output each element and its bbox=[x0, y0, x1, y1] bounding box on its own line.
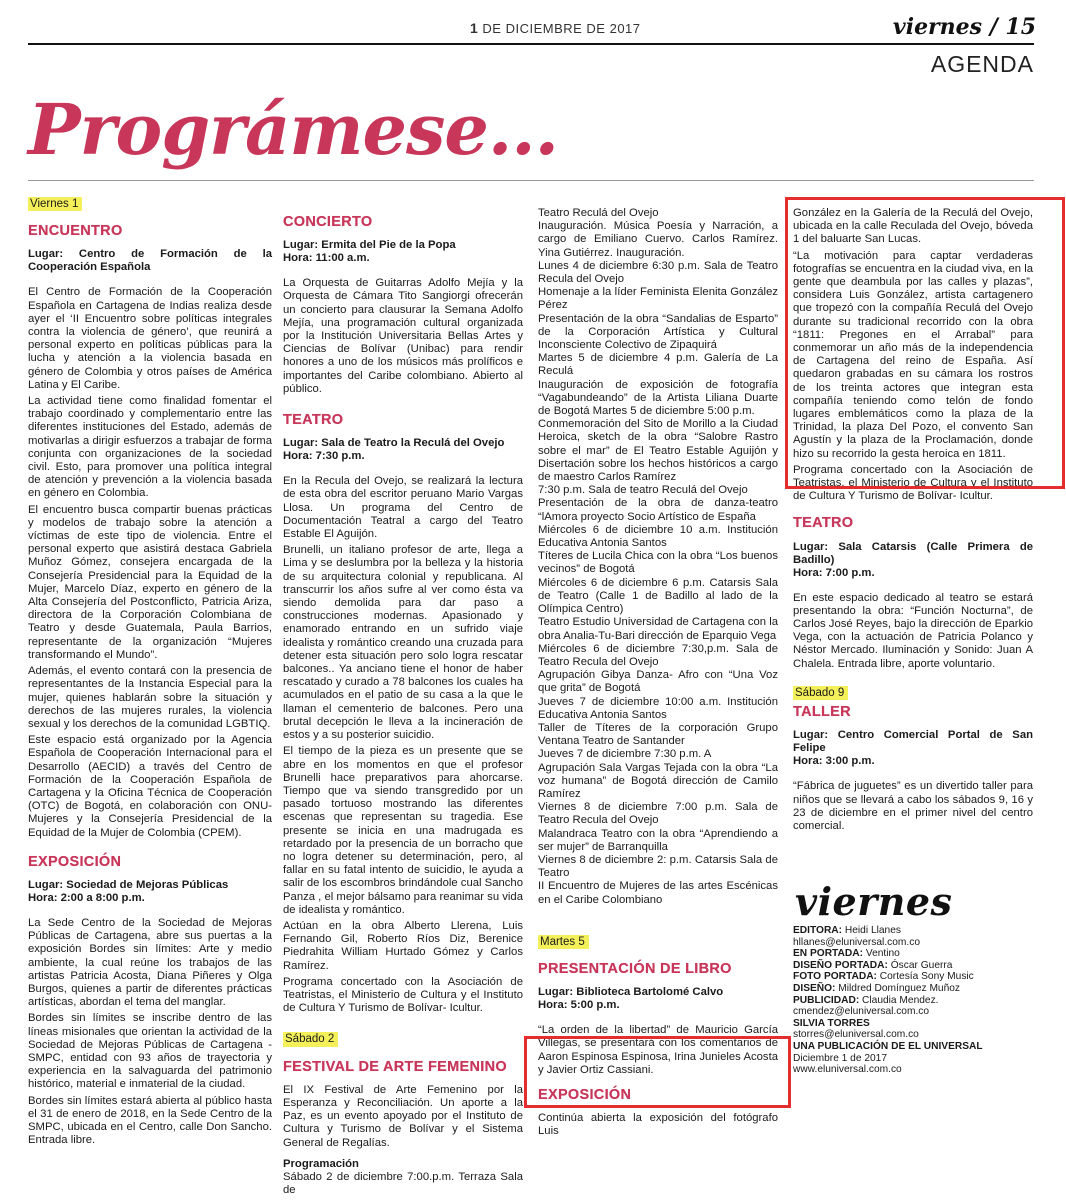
schedule-line: Malandraca Teatro con la obra “Aprendiendo a ser mujer” de Barranquilla bbox=[538, 827, 778, 853]
event-info: Lugar: Centro Comercial Portal de San Felipe Hora: 3:00 p.m. bbox=[793, 729, 1033, 768]
schedule-line: Conmemoración del Sito de Morillo a la Ciudad Heroica, sketch de la obra “Salobre Rastro sobre el mar” de El Teatro Estable Aguijón y Disertación sobre los hechos históricos a cargo de maestro Carlos Ramírez bbox=[538, 418, 778, 484]
column-3 bbox=[538, 207, 778, 1142]
paragraph: El encuentro busca compartir buenas prácticas y modelos de trabajo sobre la atención a víctimas de este tipo de violencia. Entre el personal experto que asistirá destaca Gabriela Muñoz Gómez, consejera encargada de la Consejería Presidencial para la Equidad de la Mujer, Marcelo Díaz, experto en género de la Alta Consejería del Postconflicto, Patricia Ariza, directora de la Corporación Colombiana de Teatro y desde Guatemala, Paula Barrios, representante de la organización “Mujeres transformando el Mundo”. bbox=[28, 503, 272, 661]
paragraph: El tiempo de la pieza es un presente que se abre en los momentos en que el profesor Brunelli hace preparativos para ahorcarse. Tiempo que va siendo transgredido por un pasado tortuoso mostrando las diferentes escenas que representan su tragedia. Ese presente se inicia en una madrugada es retardado por la presencia de un borracho que no logra detener su determinación, pero, al fallar en su fatal intento de suicidio, le ayuda a salir de los escombros brindándole cual Sancho Panza , el mejor bálsamo para reanimar su vida de idealista y romántico. bbox=[283, 745, 523, 916]
schedule-line: 7:30 p.m. Sala de teatro Reculá del Ovejo bbox=[538, 484, 748, 497]
day-label-sabado-2: Sábado 2 bbox=[283, 1032, 338, 1046]
paragraph: Bordes sin límites se inscribe dentro de las líneas misionales que orientan la actividad de la Sociedad de Mejoras Públicas de Cartagena -SMPC, entidad con 93 años de trayectoria y experiencia en la salvaguarda del patrimonio histórico, material e inmaterial de la ciudad. bbox=[28, 1012, 272, 1091]
schedule-line: Presentación de la obra “Sandalias de Esparto” de la Corporación Artística y Cultural Inconsciente Colectivo de Zipaquirá bbox=[538, 312, 778, 352]
schedule-line: Miércoles 6 de diciembre 6 p.m. Catarsis Sala de Teatro (Calle 1 de Badillo al lado de la Olímpica Centro) bbox=[538, 576, 778, 616]
schedule-line: Martes 5 de diciembre 4 p.m. Galería de La Reculá bbox=[538, 352, 778, 378]
paragraph: Programa concertado con la Asociación de Teatristas, el Ministerio de Cultura y el Instituto de Cultura Y Turismo de Bolívar- Icultur. bbox=[283, 975, 523, 1015]
day-label-viernes-1: Viernes 1 bbox=[28, 197, 82, 211]
schedule-line: Títeres de Lucila Chica con la obra “Los buenos vecinos” de Bogotá bbox=[538, 550, 778, 576]
event-info: Lugar: Sala de Teatro la Reculá del Ovejo Hora: 7:30 p.m. bbox=[283, 437, 505, 463]
credits-box bbox=[793, 879, 1033, 1076]
day-label-martes-5: Martes 5 bbox=[538, 935, 589, 949]
paragraph: “La motivación para captar verdaderas fotografías se encuentra en la ciudad viva, en la gente que deambula por las calles y plazas”, considera Luis González, artista cartagenero que tropezó con la compañía Reculá del Ovejo durante su tradicional recorrido con la obra “1811: Pregones en el Arrabal” para conmemorar un año más de la independencia de Cartagena del reino de España. Así quedaron grabadas en su cámara los rostros de los treinta actores que integran esta compañía teniendo como telón de fondo lugares emblemáticos como la plaza de la Trinidad, la plaza Del Pozo, el convento San Agustín y la plaza de la Proclamación, donde hizo su recorrido la gesta heroica en 1811. bbox=[793, 249, 1033, 460]
event-info: Lugar: Ermita del Pie de la Popa Hora: 11:00 a.m. bbox=[283, 239, 456, 265]
schedule-line: Miércoles 6 de diciembre 7:30,p.m. Sala de Teatro Recula del Ovejo bbox=[538, 642, 778, 668]
schedule-line: Viernes 8 de diciembre 2: p.m. Catarsis Sala de Teatro bbox=[538, 853, 778, 880]
paragraph: Bordes sin límites estará abierta al público hasta el 31 de enero de 2018, en la Sede Centro de la SMPC, ubicada en el Centro, calle Don Sancho. Entrada libre. bbox=[28, 1094, 272, 1147]
heading-exposicion: EXPOSICIÓN bbox=[28, 853, 122, 870]
section-name: AGENDA bbox=[930, 51, 1034, 77]
section-brand: viernes / 15 bbox=[892, 14, 1036, 40]
schedule-line: Miércoles 6 de diciembre 10 a.m. Institución Educativa Antonia Santos bbox=[538, 523, 778, 550]
column-2 bbox=[283, 210, 523, 1200]
schedule-line: Jueves 7 de diciembre 10:00 a.m. Institución Educativa Antonia Santos bbox=[538, 695, 778, 721]
schedule-line: Agrupación Sala Vargas Tejada con la obra “La voz humana” de Bogotá dirección de Camilo Ramírez bbox=[538, 761, 778, 800]
schedule-line: Taller de Títeres de la corporación Grupo Ventana Teatro de Santander bbox=[538, 721, 778, 748]
schedule-line: Inauguración. Música Poesía y Narración, a cargo de Emiliano Cuervo. Carlos Ramírez. Yina Gutiérrez. Inauguración. bbox=[538, 220, 778, 259]
column-1 bbox=[28, 195, 272, 1150]
schedule-line: Teatro Estudio Universidad de Cartagena con la obra Analia-Tu-Bari dirección de Eparquio Vega bbox=[538, 616, 778, 642]
schedule-line: II Encuentro de Mujeres de las artes Escénicas en el Caribe Colombiano bbox=[538, 880, 778, 906]
paragraph: En la Recula del Ovejo, se realizará la lectura de esta obra del escritor peruano Mario Vargas Llosa. Un programa del Centro de Documentación Teatral a cargo del Teatro Estable El Aguijón. bbox=[283, 475, 523, 541]
highlight-box-exposicion-text bbox=[785, 197, 1065, 489]
day-label-sabado-9: Sábado 9 bbox=[793, 686, 848, 700]
heading-taller: TALLER bbox=[793, 704, 851, 721]
schedule-line: Presentación de la obra de danza-teatro “lAmora proyecto Socio Artístico de España bbox=[538, 497, 778, 523]
event-info: Lugar: Sala Catarsis (Calle Primera de Badillo) Hora: 7:00 p.m. bbox=[793, 540, 1033, 579]
paragraph: “La orden de la libertad” de Mauricio García Villegas, se presentará con los comentarios de Aaron Espinosa Espinosa, Irina Junieles Acosta y Javier Ortiz Cassiani. bbox=[538, 1024, 778, 1076]
event-info: Lugar: Biblioteca Bartolomé Calvo Hora: 5:00 p.m. bbox=[538, 986, 724, 1012]
heading-presentacion-libro: PRESENTACIÓN DE LIBRO bbox=[538, 960, 732, 977]
highlight-box-exposicion-head bbox=[524, 1036, 791, 1108]
paragraph: Brunelli, un italiano profesor de arte, llega a Lima y se deslumbra por la belleza y la historia de su arquitectura colonial y republicana. Al transcurrir los años sufre al ver como ésta va siendo demolida para dar paso a construcciones modernas. Apasionado y enamorado entrando en un sufrido viaje idealista y romántico creando una cruzada para detener esta situación pero solo logra rescatar balcones.. Ya anciano tiene el honor de haber rescatado y curado a 78 balcones los cuales ha acumulados en el patio de su casa a la que le llaman el cementerio de balcones. Pero una brutal decepción le lleva a la incineración de estos y a su posterior suicidio. bbox=[283, 544, 523, 742]
paragraph: Programa concertado con la Asociación de Teatristas, el Ministerio de Cultura y el Instituto de Cultura Y Turismo de Bolívar- Icultur. bbox=[793, 463, 1033, 503]
heading-teatro-2: TEATRO bbox=[793, 515, 854, 532]
paragraph: En este espacio dedicado al teatro se estará presentando la obra: “Función Nocturna”, de Carlos José Reyes, bajo la dirección de Eparkio Vega, con la actuación de Patricia Polanco y Néstor Mercado. Iluminación y Sonido: Juan A Chalela. Entrada libre, aporte voluntario. bbox=[793, 591, 1033, 670]
viernes-logo: viernes bbox=[795, 879, 953, 925]
subheading-programacion: Programación bbox=[283, 1157, 359, 1170]
page-date: 1 DE DICIEMBRE DE 2017 bbox=[470, 20, 641, 36]
paragraph: Actúan en la obra Alberto Llerena, Luis Fernando Gil, Roberto Ríos Diz, Berenice Piedrahita William Hurtado Gómez y Carlos Ramírez. bbox=[283, 919, 523, 972]
title-rule bbox=[28, 180, 1034, 181]
heading-concierto: CONCIERTO bbox=[283, 214, 373, 230]
heading-encuentro: ENCUENTRO bbox=[28, 223, 123, 240]
schedule-line: Inauguración de exposición de fotografía “Vagabundeando” de la Artista Liliana Duarte de Bogotá Martes 5 de diciembre 5:00 p.m. bbox=[538, 378, 778, 418]
paragraph: Este espacio está organizado por la Agencia Española de Cooperación Internacional para el Desarrollo (AECID) a través del Centro de Formación de la Cooperación Española de Cartagena y la Oficina Técnica de Cooperación (OTC) de Bogotá, en colaboración con ONU-Mujeres y la Consejería Presidencial de la Equidad de la Mujer de Colombia (CPEM). bbox=[28, 734, 272, 839]
paragraph: El IX Festival de Arte Femenino por la Esperanza y Reconciliación. Un aporte a la Paz, es un evento apoyado por el Instituto de Cultura y Turismo de Bolívar y el Sistema General de Regalías. bbox=[283, 1083, 523, 1149]
credits-list: EDITORA: Heidi Llanes hllanes@eluniversal.com.co EN PORTADA: Ventino DISEÑO PORTADA: Óscar Guerra FOTO PORTADA: Cortesía Sony Music DISEÑO: Mildred Domínguez Muñoz PUBLICIDAD: Claudia Mendez. cmendez@eluniversal.com.co SILVIA TORRES storres@eluniversal.com.co UNA PUBLICACIÓN DE EL UNIVERSAL Diciembre 1 de 2017 www.eluniversal.com.co bbox=[793, 925, 983, 1076]
event-info: Lugar: Sociedad de Mejoras Públicas Hora: 2:00 a 8:00 p.m. bbox=[28, 878, 229, 904]
paragraph: Continúa abierta la exposición del fotógrafo Luis bbox=[538, 1112, 778, 1138]
paragraph: La actividad tiene como finalidad fomentar el trabajo coordinado y complementario entre las diferentes instituciones del Estado, además de motivarlas a dirigir esfuerzos a trabajar de forma conjunta con organizaciones de la sociedad civil. Esto, para promover una política integral de atención y prevención a la violencia basada en género en Colombia. bbox=[28, 395, 272, 500]
schedule-line: Homenaje a la líder Feminista Elenita González Pérez bbox=[538, 286, 778, 312]
paragraph: González en la Galería de la Reculá del Ovejo, ubicada en la calle Reculada del Ovejo, bóveda 1 del baluarte San Lucas. bbox=[793, 207, 1033, 246]
schedule-line: Agrupación Gibya Danza- Afro con “Una Voz que grita” de Bogotá bbox=[538, 669, 778, 695]
paragraph: La Orquesta de Guitarras Adolfo Mejía y la Orquesta de Cámara Tito Sangiorgi ofrecerán un concierto para clausurar la Semana Adolfo Mejía, una programación cultural organizada por la Institución Universitaria Bellas Artes y Ciencias de Bolívar (Unibac) para rendir honores a uno de los músicos más prolíficos e importantes del Caribe colombiano. Abierto al público. bbox=[283, 277, 523, 395]
paragraph: “Fábrica de juguetes” es un divertido taller para niños que se llevará a cabo los sábados 9, 16 y 23 de diciembre en el primer nivel del centro comercial. bbox=[793, 780, 1033, 832]
heading-teatro: TEATRO bbox=[283, 412, 344, 429]
paragraph: Además, el evento contará con la presencia de representantes de la Instancia Especial para la mujer, quienes hablarán sobre la situación y derechos de las mujeres rurales, la violencia sexual y los derechos de la comunidad LGBTIQ. bbox=[28, 665, 272, 730]
heading-festival: FESTIVAL DE ARTE FEMENINO bbox=[283, 1058, 507, 1075]
schedule-line: Viernes 8 de diciembre 7:00 p.m. Sala de Teatro Recula del Ovejo bbox=[538, 801, 778, 827]
top-rule bbox=[28, 43, 1034, 45]
heading-exposicion-2: EXPOSICIÓN bbox=[538, 1086, 632, 1103]
event-info: Lugar: Centro de Formación de la Cooperación Española bbox=[28, 248, 272, 274]
paragraph: El Centro de Formación de la Cooperación Española en Cartagena de Indias realiza desde ayer el ‘II Encuentro sobre políticas integrales contra la violencia de género’, que reunirá a personal experto en políticas públicas para la lucha y atención a la violencia basada en género de Colombia y otros países de América Latina y El Caribe. bbox=[28, 286, 272, 391]
paragraph: La Sede Centro de la Sociedad de Mejoras Públicas de Cartagena, abre sus puertas a la exposición Bordes sin límites: Arte y medio ambiente, la cual reúne los trabajos de las artistas Patricia Acosta, Diana Piñeres y Olga Burgos, quienes a partir de diferentes prácticas artísticas, abordan el tema del manglar. bbox=[28, 916, 272, 1009]
schedule-line: Teatro Reculá del Ovejo bbox=[538, 207, 659, 219]
paragraph: Sábado 2 de diciembre 7:00.p.m. Terraza Sala de bbox=[283, 1170, 523, 1197]
schedule-line: Lunes 4 de diciembre 6:30 p.m. Sala de Teatro Recula del Ovejo bbox=[538, 259, 778, 286]
schedule-line: Jueves 7 de diciembre 7:30 p.m. A bbox=[538, 748, 712, 761]
page-title: Prográmese... bbox=[28, 88, 559, 171]
